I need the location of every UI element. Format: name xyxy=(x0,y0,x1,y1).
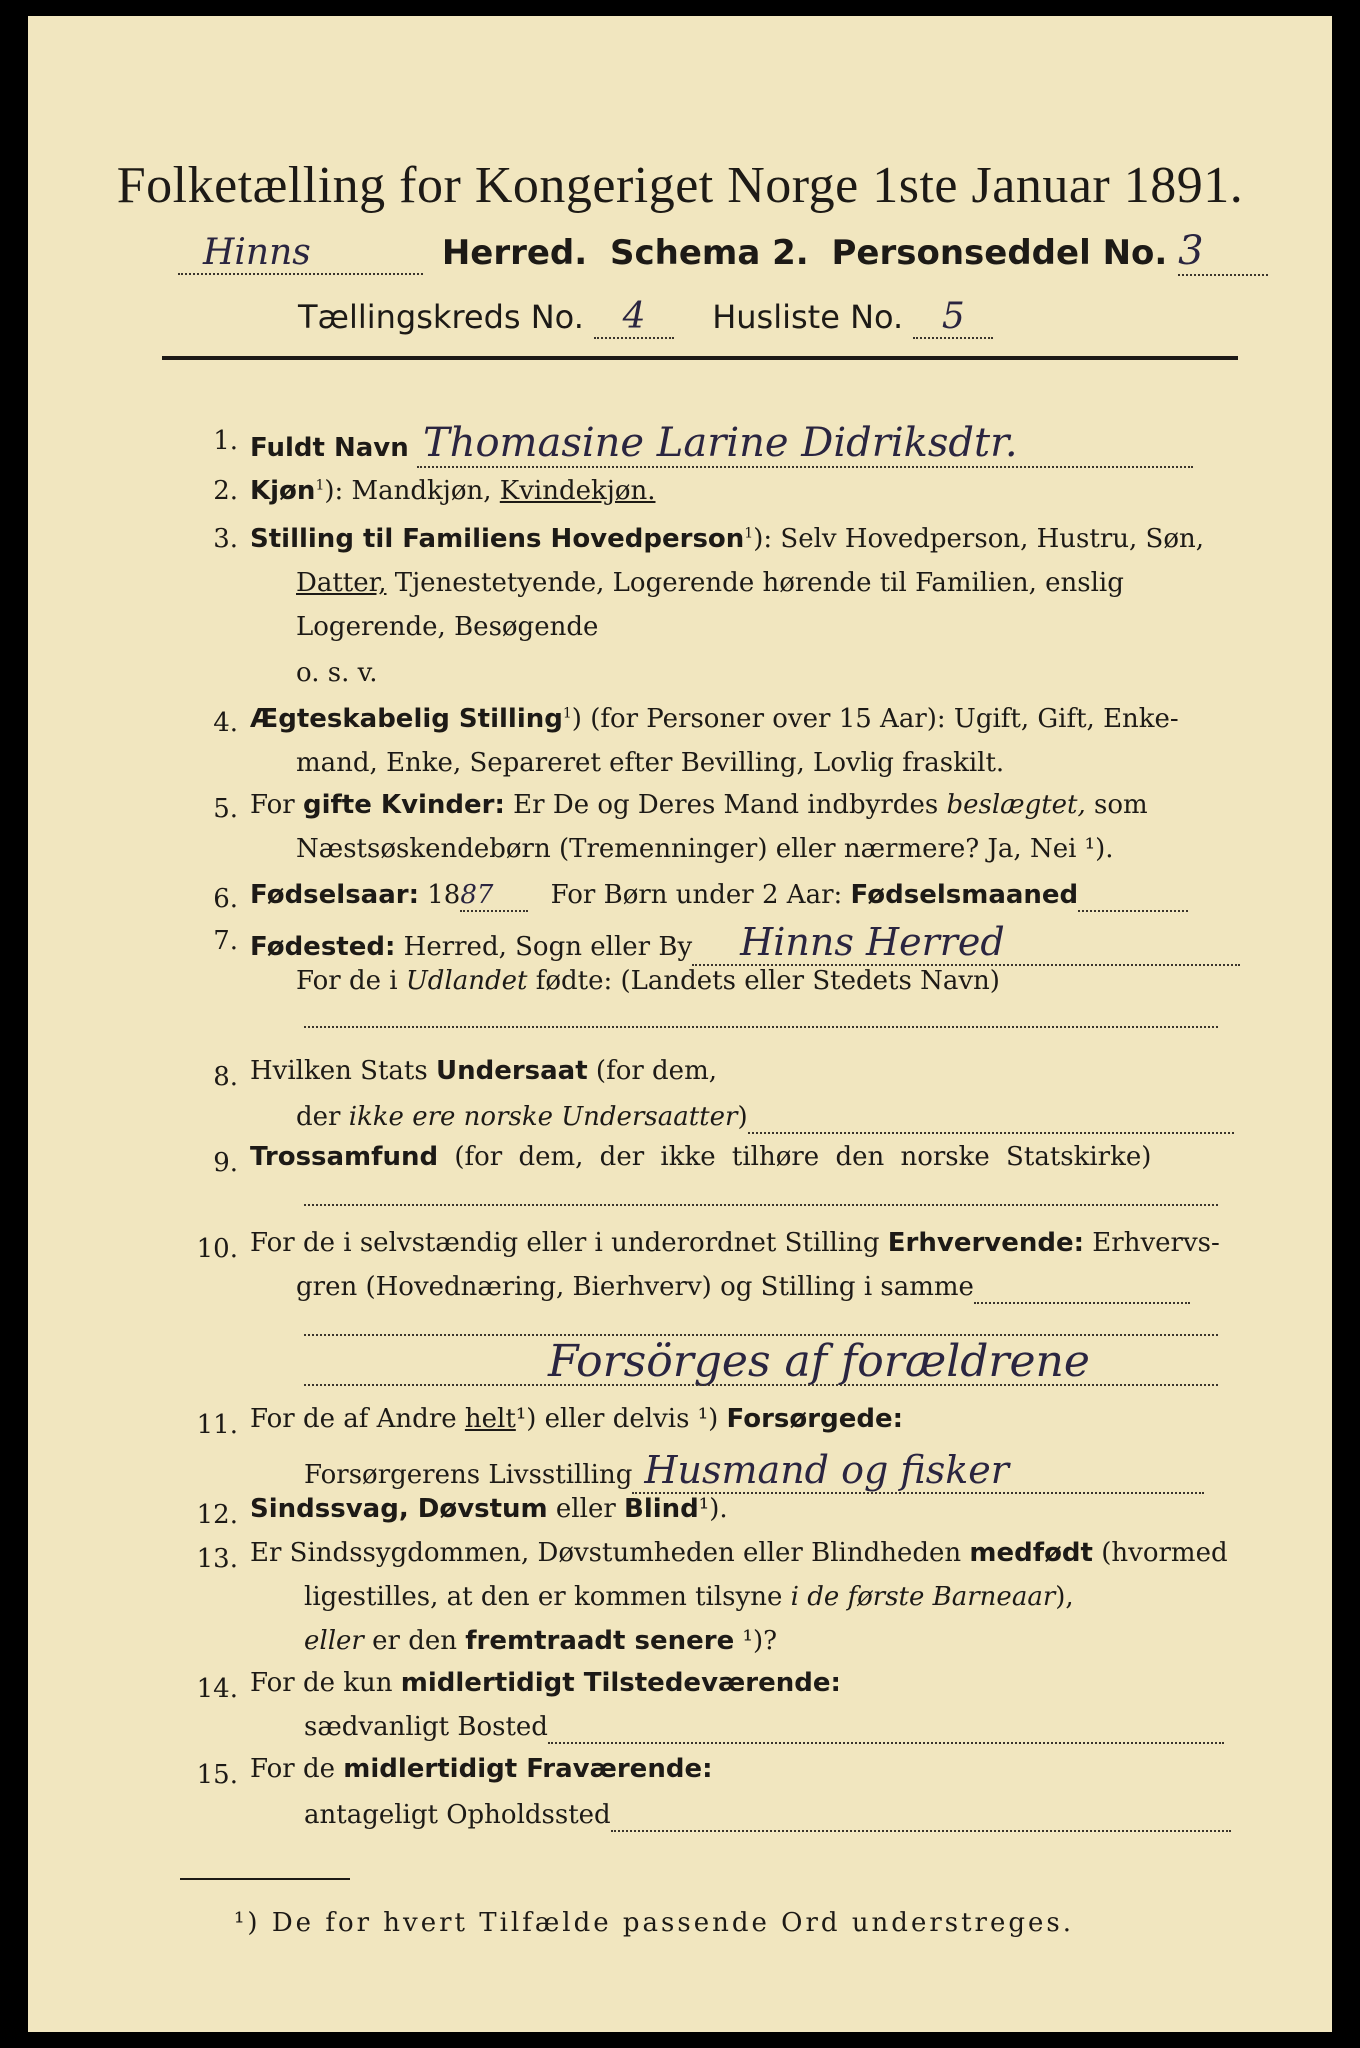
item-9-label: Trossamfund xyxy=(250,1142,439,1172)
item-11-value: Husmand og fisker xyxy=(632,1448,1204,1494)
item-3-label: Stilling til Familiens Hovedperson xyxy=(250,524,745,554)
item-12-num: 12. xyxy=(196,1500,238,1530)
item-14-line2 xyxy=(304,1712,1224,1744)
item-10-blank3 xyxy=(304,1384,1218,1386)
item-11-label: Forsørgede: xyxy=(726,1404,903,1434)
item-5-line1 xyxy=(250,790,1148,820)
footnote-rule xyxy=(180,1878,350,1880)
item-9-text: (for dem, der ikke tilhøre den norske Statskirke) xyxy=(454,1142,1152,1172)
footnote: ¹) De for hvert Tilfælde passende Ord understreges. xyxy=(234,1908,1075,1938)
item-10-line2-text: gren (Hovednæring, Bierhverv) og Stilling i samme xyxy=(296,1272,974,1302)
item-1-num: 1. xyxy=(213,426,238,456)
item-10-text2: Erhvervs- xyxy=(1092,1228,1220,1258)
item-13-label: medfødt xyxy=(969,1538,1093,1568)
item-15-label: midlertidigt Fraværende: xyxy=(343,1754,713,1784)
item-7-line2-b: fødte: (Landets eller Stedets Navn) xyxy=(535,966,1000,996)
item-13-line3-a: er den xyxy=(372,1626,457,1656)
item-11-line2-text: Forsørgerens Livsstilling xyxy=(304,1460,633,1490)
item-10-line1 xyxy=(250,1228,1220,1258)
item-5-text-it: beslægtet, xyxy=(946,790,1086,820)
item-13-num: 13. xyxy=(196,1544,238,1574)
item-5-num: 5. xyxy=(213,794,238,824)
item-2-label: Kjøn xyxy=(250,476,316,506)
husliste-label: Husliste No. xyxy=(712,298,904,336)
item-8-line2: der ikke ere norske Undersaatter) xyxy=(296,1102,1234,1134)
item-8-line2-it: ikke ere norske Undersaatter xyxy=(348,1102,738,1132)
header-rule xyxy=(162,356,1238,360)
item-7-line2-it: Udlandet xyxy=(405,966,528,996)
item-15-blank xyxy=(611,1800,1231,1832)
item-6-value: 87 xyxy=(460,880,528,912)
item-7-label: Fødested: xyxy=(250,932,396,962)
item-12-text2: ¹). xyxy=(698,1494,728,1524)
item-12 xyxy=(250,1494,728,1524)
kreds-line xyxy=(298,296,993,339)
item-14-line2-text: sædvanligt Bosted xyxy=(304,1712,548,1742)
item-7-line2 xyxy=(296,966,1000,996)
item-13-line2-it: i de første Barneaar xyxy=(790,1582,1056,1612)
item-4-label: Ægteskabelig Stilling xyxy=(250,704,563,734)
item-4-sup: 1 xyxy=(562,705,572,722)
item-3-line2-text: Tjenestetyende, Logerende hørende til Familien, enslig xyxy=(394,568,1124,598)
item-4-line2: mand, Enke, Separeret efter Bevilling, Lovlig fraskilt. xyxy=(296,748,1005,778)
item-7-text: Herred, Sogn eller By xyxy=(403,932,693,962)
item-15-line2-text: antageligt Opholdssted xyxy=(304,1800,611,1830)
item-8-text: Hvilken Stats xyxy=(250,1056,428,1086)
form-title: Folketælling for Kongeriget Norge 1ste Januar 1891. xyxy=(116,157,1244,214)
item-13-line2-a: ligestilles, at den er kommen tilsyne xyxy=(304,1582,783,1612)
item-10-value: Forsörges af forældrene xyxy=(548,1336,1090,1387)
item-2-underlined: Kvindekjøn. xyxy=(499,476,656,506)
item-6-label2: Fødselsmaaned xyxy=(850,880,1079,910)
item-8-label: Undersaat xyxy=(435,1056,588,1086)
item-13-line3-label: fremtraadt senere xyxy=(465,1626,735,1656)
item-1 xyxy=(250,420,1193,468)
item-3-line3: Logerende, Besøgende xyxy=(296,612,599,642)
item-8-text2: (for dem, xyxy=(595,1056,717,1086)
herred-label: Herred. xyxy=(441,233,588,273)
item-6-num: 6. xyxy=(213,884,238,914)
census-form xyxy=(28,16,1332,2032)
item-10-label: Erhvervende: xyxy=(887,1228,1085,1258)
item-5-line2: Næstsøskendebørn (Tremenninger) eller nærmere? Ja, Nei ¹). xyxy=(296,834,1114,864)
herred-line xyxy=(178,228,1268,276)
item-7-line1 xyxy=(250,920,1240,966)
item-14-blank xyxy=(548,1712,1224,1744)
herred-value: Hinns xyxy=(178,232,423,275)
item-3-line1 xyxy=(250,524,1204,554)
item-8-num: 8. xyxy=(213,1062,238,1092)
schema-label: Schema 2. xyxy=(610,233,809,273)
item-13-line3-it: eller xyxy=(304,1626,364,1656)
personseddel-no: 3 xyxy=(1178,228,1268,276)
item-7-num: 7. xyxy=(213,926,238,956)
item-5-text-a: Er De og Deres Mand indbyrdes xyxy=(513,790,939,820)
item-11-line2 xyxy=(304,1448,1204,1494)
item-6-text2: For Børn under 2 Aar: xyxy=(550,880,843,910)
item-2 xyxy=(250,476,655,506)
item-13-line2-b: ), xyxy=(1055,1582,1074,1612)
item-7-value: Hinns Herred xyxy=(692,920,1240,966)
item-13-line1 xyxy=(250,1538,1228,1568)
item-15-line1 xyxy=(250,1754,712,1784)
item-7-line2-a: For de i xyxy=(296,966,398,996)
item-14-text: For de kun xyxy=(250,1668,393,1698)
item-3-underlined: Datter, xyxy=(296,568,387,598)
item-4-text: ) (for Personer over 15 Aar): Ugift, Gift, Enke- xyxy=(571,704,1179,734)
item-11-underlined: helt xyxy=(464,1404,516,1434)
item-10-num: 10. xyxy=(196,1234,238,1264)
item-5-pre: For xyxy=(250,790,295,820)
item-8-line1 xyxy=(250,1056,717,1086)
item-9-num: 9. xyxy=(213,1148,238,1178)
item-2-text: ): Mandkjøn, xyxy=(324,476,492,506)
item-10-line2 xyxy=(296,1272,1190,1304)
item-11-num: 11. xyxy=(196,1410,238,1440)
item-11-line1 xyxy=(250,1404,903,1434)
husliste-no: 5 xyxy=(913,296,993,339)
item-1-label: Fuldt Navn xyxy=(250,433,409,463)
item-14-label: midlertidigt Tilstedeværende: xyxy=(400,1668,841,1698)
item-5-text-b: som xyxy=(1094,790,1148,820)
item-11-text-b: ¹) eller delvis ¹) xyxy=(515,1404,719,1434)
item-8-blank xyxy=(748,1102,1234,1134)
item-6-text: 18 xyxy=(427,880,461,910)
item-9 xyxy=(250,1142,1151,1172)
item-3-line4: o. s. v. xyxy=(296,658,378,688)
item-15-text: For de xyxy=(250,1754,335,1784)
item-3-num: 3. xyxy=(213,524,238,554)
item-12-label2: Blind xyxy=(624,1494,699,1524)
kreds-no: 4 xyxy=(594,296,674,339)
item-3-text: ): Selv Hovedperson, Hustru, Søn, xyxy=(753,524,1205,554)
item-6-label: Fødselsaar: xyxy=(250,880,419,910)
item-2-sup: 1 xyxy=(315,477,325,494)
item-10-text: For de i selvstændig eller i underordnet Stilling xyxy=(250,1228,880,1258)
item-13-text: Er Sindssygdommen, Døvstumheden eller Blindheden xyxy=(250,1538,962,1568)
item-15-num: 15. xyxy=(196,1760,238,1790)
item-4-line1 xyxy=(250,704,1179,734)
item-3-sup: 1 xyxy=(744,525,754,542)
item-5-label: gifte Kvinder: xyxy=(302,790,505,820)
item-6 xyxy=(250,880,1188,912)
item-13-text2: (hvormed xyxy=(1101,1538,1228,1568)
item-13-line3-b: ¹)? xyxy=(742,1626,778,1656)
item-9-blank xyxy=(304,1204,1218,1206)
kreds-label: Tællingskreds No. xyxy=(298,298,584,336)
item-4-num: 4. xyxy=(213,708,238,738)
item-7-blank xyxy=(304,1026,1218,1028)
item-13-line2 xyxy=(304,1582,1074,1612)
item-13-line3 xyxy=(304,1626,777,1656)
item-6-blank xyxy=(1078,880,1188,912)
item-10-blank xyxy=(974,1272,1190,1304)
item-2-num: 2. xyxy=(213,476,238,506)
item-12-text: eller xyxy=(555,1494,616,1524)
item-8-line2-a: der xyxy=(296,1102,341,1132)
personseddel-label: Personseddel No. xyxy=(831,233,1168,273)
item-12-label: Sindssvag, Døvstum xyxy=(250,1494,548,1524)
item-14-line1 xyxy=(250,1668,841,1698)
item-15-line2 xyxy=(304,1800,1231,1832)
item-3-line2 xyxy=(296,568,1124,598)
item-1-value: Thomasine Larine Didriksdtr. xyxy=(417,420,1193,468)
item-11-text-a: For de af Andre xyxy=(250,1404,457,1434)
item-14-num: 14. xyxy=(196,1674,238,1704)
